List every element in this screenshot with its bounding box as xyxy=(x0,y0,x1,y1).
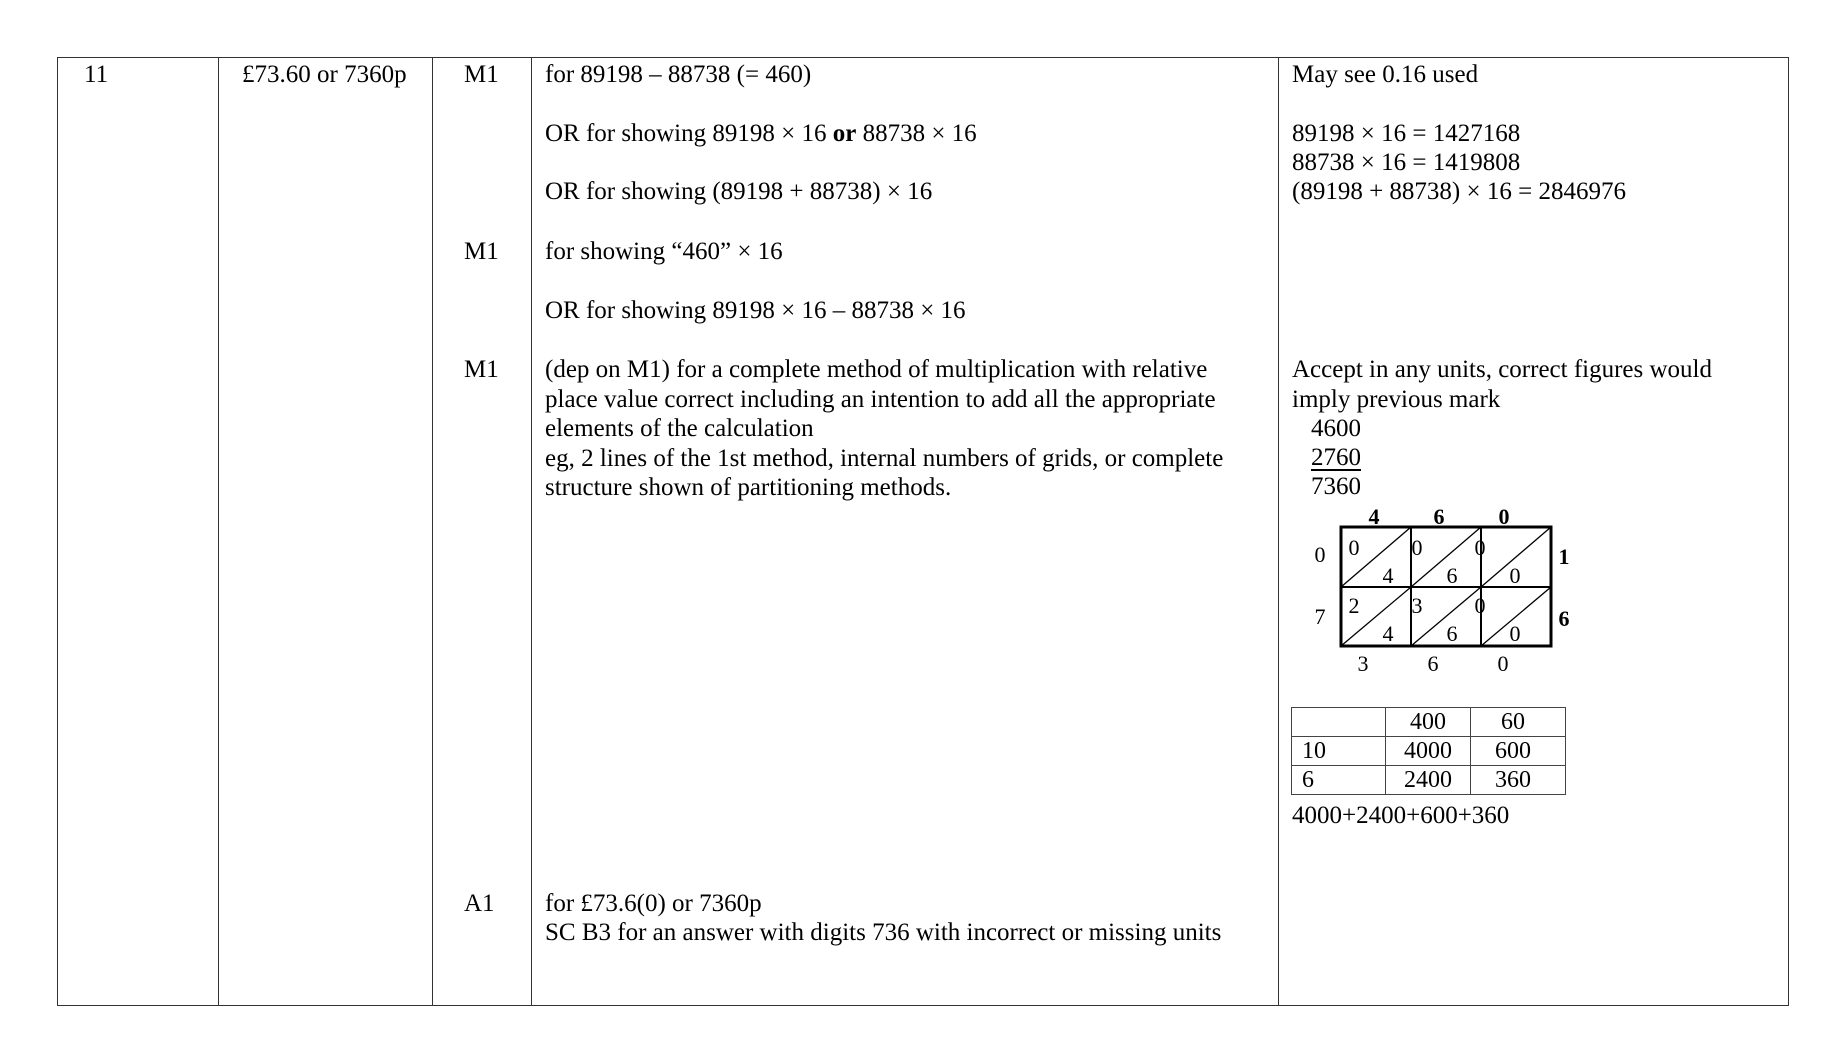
mark-criteria: for £73.6(0) or 7360p xyxy=(545,890,762,917)
lattice-cell-digit: 0 xyxy=(1474,593,1486,618)
grid-method-table xyxy=(1291,707,1566,795)
column-addition-line: 4600 xyxy=(1311,415,1361,442)
column-divider xyxy=(218,57,219,1006)
grid-sum: 4000+2400+600+360 xyxy=(1292,802,1510,829)
lattice-left-digit: 0 xyxy=(1314,542,1326,567)
lattice-cell-digit: 0 xyxy=(1509,621,1521,646)
lattice-cell-digit: 6 xyxy=(1446,621,1458,646)
lattice-right-digit: 6 xyxy=(1558,606,1570,631)
column-divider xyxy=(1278,57,1279,1006)
mark-criteria: SC B3 for an answer with digits 736 with incorrect or missing units xyxy=(545,919,1222,946)
mark-criteria: for 89198 – 88738 (= 460) xyxy=(545,61,812,88)
lattice-cell-digit: 4 xyxy=(1382,621,1394,646)
lattice-cell-digit: 0 xyxy=(1348,535,1360,560)
column-addition-line: 2760 xyxy=(1311,444,1361,471)
mark-criteria: (dep on M1) for a complete method of multiplication with relative place value correct including an intention to add all the appropriate elements of the calculation eg, 2 lines of the 1st method, internal numbers of grids, or complete structure shown of partitioning methods. xyxy=(545,356,1224,501)
table-cell: 60 xyxy=(1471,708,1566,737)
lattice-bottom-digit: 3 xyxy=(1357,651,1369,676)
mark-criteria: for showing “460” × 16 xyxy=(545,238,783,265)
mark-code: A1 xyxy=(464,890,495,917)
mark-code: M1 xyxy=(464,238,499,265)
lattice-cell-digit: 0 xyxy=(1474,535,1486,560)
guidance-note: 89198 × 16 = 1427168 xyxy=(1292,120,1521,147)
guidance-note: May see 0.16 used xyxy=(1292,61,1479,88)
column-divider xyxy=(432,57,433,1006)
table-cell: 360 xyxy=(1471,766,1566,795)
table-cell: 4000 xyxy=(1386,737,1471,766)
lattice-cell-digit: 0 xyxy=(1509,563,1521,588)
guidance-note: 88738 × 16 = 1419808 xyxy=(1292,149,1521,176)
lattice-cell-digit: 3 xyxy=(1411,593,1423,618)
question-number: 11 xyxy=(84,61,109,88)
answer-cell: £73.60 or 7360p xyxy=(242,61,407,88)
table-row xyxy=(1292,766,1566,795)
lattice-cell-digit: 4 xyxy=(1382,563,1394,588)
table-cell: 400 xyxy=(1386,708,1471,737)
mark-criteria: OR for showing 89198 × 16 – 88738 × 16 xyxy=(545,297,966,324)
lattice-top-digit: 4 xyxy=(1368,504,1380,529)
column-addition-total: 7360 xyxy=(1311,473,1361,500)
table-row xyxy=(1292,708,1566,737)
mark-code: M1 xyxy=(464,356,499,383)
lattice-top-digit: 0 xyxy=(1498,504,1510,529)
guidance-note: (89198 + 88738) × 16 = 2846976 xyxy=(1292,178,1626,205)
lattice-grid xyxy=(1300,500,1580,685)
table-cell xyxy=(1292,708,1386,737)
table-cell: 6 xyxy=(1292,766,1386,795)
lattice-bottom-digit: 6 xyxy=(1427,651,1439,676)
guidance-note: Accept in any units, correct figures would imply previous mark xyxy=(1292,356,1713,413)
lattice-cell-digit: 0 xyxy=(1411,535,1423,560)
table-cell: 10 xyxy=(1292,737,1386,766)
table-cell: 2400 xyxy=(1386,766,1471,795)
column-divider xyxy=(531,57,532,1006)
lattice-bottom-digit: 0 xyxy=(1497,651,1509,676)
mark-code: M1 xyxy=(464,61,499,88)
lattice-cell-digit: 2 xyxy=(1348,593,1360,618)
lattice-right-digit: 1 xyxy=(1558,544,1570,569)
lattice-top-digit: 6 xyxy=(1433,504,1445,529)
mark-criteria: OR for showing (89198 + 88738) × 16 xyxy=(545,178,933,205)
mark-criteria: OR for showing 89198 × 16 or 88738 × 16 xyxy=(545,120,977,147)
lattice-cell-digit: 6 xyxy=(1446,563,1458,588)
table-row xyxy=(1292,737,1566,766)
lattice-left-digit: 7 xyxy=(1314,604,1326,629)
table-cell: 600 xyxy=(1471,737,1566,766)
